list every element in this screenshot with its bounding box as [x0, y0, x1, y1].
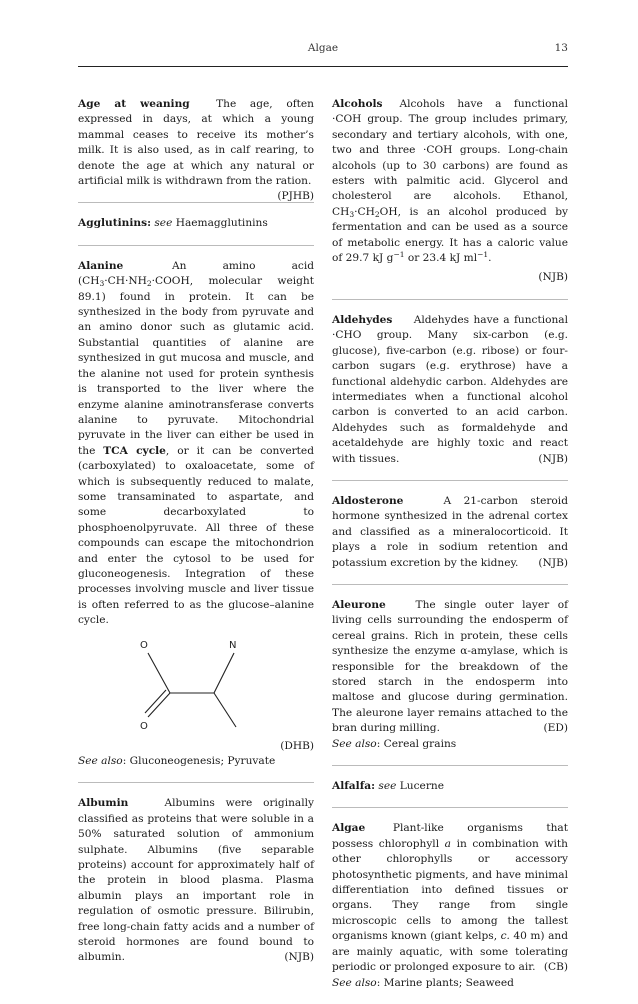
entry-text: ·COOH, molecular weight 89.1) found in protein. It can be synthesized in the body from pyruvate and an amino donor such as glutamic acid. Substantial quantities of alanine are synthesized in gut mucosa and muscle, and the alanine not used for protein synthesis is transported to the liver where the enzyme alanine aminotransferase converts alanine to pyruvate. Mitochondrial pyruvate in the liver can either be used in the [78, 275, 314, 457]
entry-separator [332, 480, 568, 481]
entry-text-italic: c. [500, 930, 510, 943]
entry-alfalfa [332, 779, 568, 794]
headword: Aleurone [332, 598, 386, 611]
author-signature: (NJB) [538, 452, 568, 465]
entry-algae [332, 821, 568, 990]
superscript: −1 [477, 250, 489, 260]
entry-separator [332, 765, 568, 766]
see-also-label: See also [332, 737, 377, 750]
subscript: 2 [374, 209, 380, 219]
entry-text: Plant-like organisms that possess chlorophyll [332, 822, 568, 850]
running-title: Algae [307, 42, 339, 54]
entry-alanine [78, 259, 314, 770]
entry-text: A 21-carbon steroid hormone synthesized in the adrenal cortex and classified as a mineralocorticoid. It plays a role in sodium retention and potassium excretion by the kidney. [332, 494, 568, 569]
see-also-links[interactable]: : Gluconeogenesis; Pyruvate [122, 755, 276, 767]
entry-text: . [488, 252, 492, 265]
headword: Alcohols [332, 98, 383, 110]
atom-nitrogen: N [229, 639, 237, 651]
alanine-structure-diagram [78, 635, 314, 735]
entry-text: or 23.4 kJ ml [404, 252, 478, 265]
headword: Alanine [78, 259, 124, 272]
atom-oxygen-top: O [140, 639, 148, 651]
page-number: 13 [554, 42, 568, 54]
entry-text: Aldehydes have a functional ·CHO group. Many six-carbon (e.g. glucose), five-carbon (e.g. ribose) or four-carbon sugars (e.g. erythrose) have a functional aldehydic carbon. Aldehydes are intermediates when a functional alcohol carbon is converted to an acid carbon. Aldehydes such as formaldehyde and acetaldehyde are highly toxic and react with tissues. [332, 313, 568, 465]
header-rule [78, 66, 568, 67]
bond-c-o-single [148, 653, 170, 693]
see-also-label: See also [332, 976, 377, 989]
author-signature: (NJB) [538, 556, 568, 569]
subscript: 3 [99, 279, 105, 289]
headword: Algae [332, 822, 366, 835]
entry-text: The single outer layer of living cells surrounding the endosperm of cereal grains. Rich in protein, these cells synthesize the enzyme α-amylase, which is responsible for the breakdown of the stored starch in the endosperm into maltose and glucose during germination. The aleurone layer remains attached to the bran during milling. [332, 598, 569, 735]
entry-text: OH, is an alcohol produced by fermentation and can be used as a source of metabolic energy. It has a caloric value of 29.7 kJ g [332, 205, 568, 265]
alanine-structure-svg [78, 635, 314, 735]
see-also-label: See also [78, 755, 123, 767]
see-also [332, 737, 568, 752]
subscript: 3 [349, 209, 355, 219]
author-signature: (PJHB) [277, 190, 314, 203]
cross-reference-link[interactable]: Lucerne [399, 780, 444, 793]
entry-separator [332, 584, 568, 585]
running-header [78, 42, 568, 60]
subscript: 2 [146, 279, 152, 289]
headword: Agglutinins: [78, 217, 151, 230]
headword: Aldehydes [332, 313, 393, 326]
author-signature: (NJB) [284, 951, 314, 964]
entry-aldehydes [332, 313, 568, 467]
see-label: see [154, 217, 173, 230]
headword: Alfalfa: [332, 780, 376, 793]
see-also [332, 976, 568, 991]
entry-separator [78, 782, 314, 783]
right-column [332, 97, 568, 1004]
atom-oxygen-bottom: O [140, 720, 148, 732]
see-label: see [378, 780, 397, 793]
author-signature: (CB) [543, 961, 568, 974]
entry-albumin [78, 796, 314, 965]
entry-separator [332, 299, 568, 300]
author-signature: (ED) [543, 722, 568, 735]
entry-text: ·CH·NH [104, 275, 147, 288]
entry-text: 40 m) and are mainly aquatic, with some tolerating periodic or prolonged exposure to air. [332, 930, 568, 974]
bond-c-methyl [214, 693, 236, 727]
superscript: −1 [393, 250, 405, 260]
entry-text: ·CH [354, 205, 375, 218]
headword: Age at weaning [78, 98, 190, 110]
bond-c-o-double-a [148, 693, 170, 717]
entry-aldosterone [332, 494, 568, 571]
entry-text: in combination with other chlorophylls or accessory photosynthetic pigments, and have minimal differentiation into defined tissues or organs. They range from single microscopic cells to among the tallest organisms known (giant kelps, [332, 837, 568, 943]
left-column [78, 97, 314, 979]
entry-alcohols [332, 97, 568, 286]
see-also-links[interactable]: : Cereal grains [376, 737, 457, 750]
cross-reference-link[interactable]: TCA cycle [103, 444, 166, 457]
entry-aleurone [332, 598, 568, 752]
entry-age-at-weaning [78, 97, 314, 203]
entry-text: The age, often expressed in days, at which a young mammal ceases to receive its mother’s milk. It is also used, as in calf rearing, to denote the age at which any natural or artificial milk is withdrawn from the ration. [78, 98, 314, 188]
author-signature: (NJB) [538, 271, 568, 284]
see-also-links[interactable]: : Marine plants; Seaweed [376, 976, 514, 989]
see-also [78, 754, 314, 769]
bond-c-n [214, 653, 234, 693]
entry-text: Albumins were originally classified as proteins that were soluble in a 50% saturated solution of ammonium sulphate. Albumins (five separable proteins) account for approximately half of the protein in blood plasma. Plasma albumin plays an important role in regulation of osmotic pressure. Bilirubin, free long-chain fatty acids and a number of steroid hormones are found bound to albumin. [78, 797, 314, 964]
entry-separator [78, 245, 314, 246]
entry-text: An amino acid (CH [78, 259, 314, 288]
cross-reference-link[interactable]: Haemagglutinins [175, 217, 268, 230]
entry-agglutinins [78, 216, 314, 231]
entry-text: , or it can be converted (carboxylated) to oxaloacetate, some of which is subsequently reduced to malate, some transaminated to aspartate, and some decarboxylated to phosphoenolpyruvate. All three of these compounds can escape the mitochondrion and enter the cytosol to be used for gluconeogenesis. Integration of these processes involving muscle and liver tissue is often referred to as the glucose–alanine cycle. [78, 444, 314, 627]
headword: Aldosterone [332, 494, 404, 507]
headword: Albumin [78, 797, 129, 810]
entry-text-italic: a [444, 837, 451, 850]
entry-separator [332, 807, 568, 808]
entry-text: Alcohols have a functional ·COH group. The group includes primary, secondary and tertiary alcohols, with one, two and three ·COH groups. Long-chain alcohols (up to 30 carbons) are found as esters with palmitic acid. Glycerol and cholesterol are alcohols. Ethanol, CH [332, 98, 568, 218]
author-signature: (DHB) [280, 739, 314, 752]
